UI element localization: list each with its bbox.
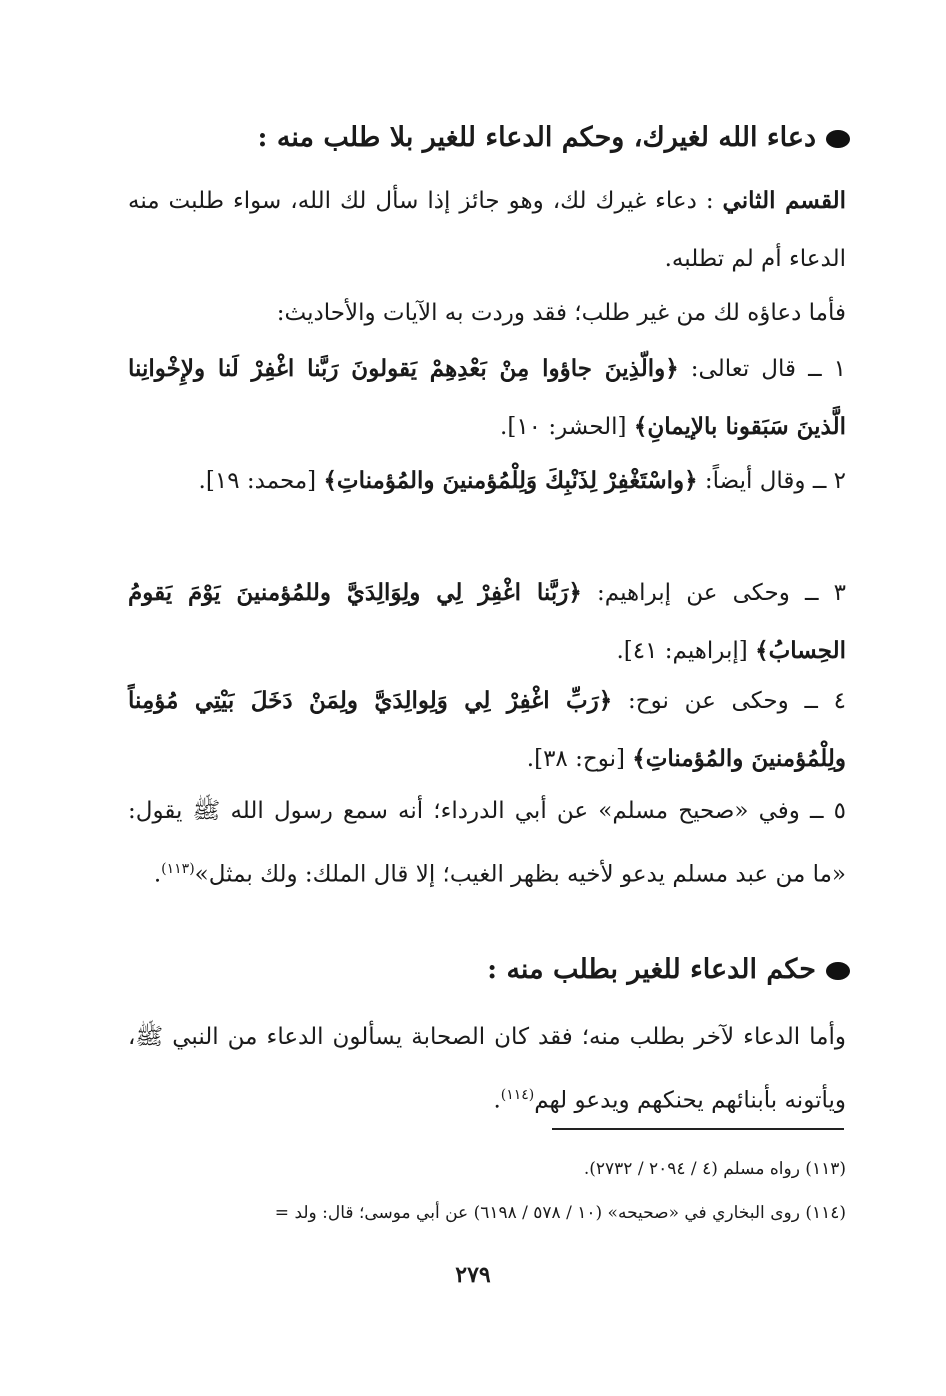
- list-item-5: [128, 782, 846, 904]
- footnote-ref-113: (١١٣): [161, 861, 195, 877]
- item-5-end: .: [153, 861, 162, 888]
- item-1-ref: [الحشر: ١٠].: [500, 414, 627, 440]
- item-3-lead: ٣ ــ وحكى عن إبراهيم:: [597, 580, 847, 606]
- section-heading-2: [96, 950, 850, 990]
- item-3-quote: ﴿رَبَّنا اغْفِرْ لِي ولِوَالِدَيَّ وللمُؤمنينَ يَوْمَ يَقومُ الحِسابُ﴾: [128, 579, 846, 664]
- paragraph-3-end: .: [493, 1087, 501, 1114]
- item-2-quote: ﴿واسْتَغْفِرْ لِذَنْبِكَ وَلِلْمُؤمنينَ والمُؤمناتِ﴾: [323, 467, 698, 494]
- item-2-ref: [محمد: ١٩].: [198, 468, 317, 494]
- bullet-icon: [826, 130, 850, 148]
- paragraph-second-section: [128, 172, 846, 288]
- paragraph-1-text: : دعاء غيرك لك، وهو جائز إذا سأل لك الله، سواء طلبت منه الدعاء أم لم تطلبه.: [128, 188, 846, 272]
- list-item-4: [128, 672, 846, 788]
- footnote-divider: [552, 1128, 844, 1130]
- term-bold: القسم الثاني: [722, 187, 846, 214]
- list-item-2: [128, 452, 846, 510]
- item-2-lead: ٢ ــ وقال أيضاً:: [704, 468, 846, 494]
- paragraph-2-text: فأما دعاؤه لك من غير طلب؛ فقد وردت به الآيات والأحاديث:: [276, 300, 846, 326]
- footnote-114: (١١٤) روى البخاري في «صحيحه» (١٠ / ٥٧٨ / ٦١٩٨) عن أبي موسى؛ قال: ولد =: [274, 1203, 846, 1223]
- item-4-lead: ٤ ــ وحكى عن نوح:: [627, 688, 847, 714]
- heading-1-text: دعاء الله لغيرك، وحكم الدعاء للغير بلا طلب منه :: [257, 122, 816, 153]
- paragraph-intro: [128, 284, 846, 342]
- paragraph-request: [128, 1008, 846, 1130]
- heading-2-text: حكم الدعاء للغير بطلب منه :: [487, 954, 816, 985]
- item-1-quote: ﴿والّذِينَ جاؤوا مِنْ بَعْدِهِمْ يَقولونَ رَبَّنا اغْفِرْ لَنا ولإِخْوانِنا الَّذينَ سَبَقونا بالإيمانِ﴾: [128, 355, 846, 440]
- paragraph-3-text: وأما الدعاء لآخر بطلب منه؛ فقد كان الصحابة يسألون الدعاء من النبي ﷺ، ويأتونه بأبنائهم يحنكهم ويدعو لهم: [128, 1024, 846, 1114]
- item-1-lead: ١ ــ قال تعالى:: [690, 356, 847, 382]
- footnote-ref-114: (١١٤): [500, 1087, 535, 1103]
- bullet-icon: [826, 962, 850, 980]
- item-5-text: ٥ ــ وفي «صحيح مسلم» عن أبي الدرداء؛ أنه سمع رسول الله ﷺ يقول: «ما من عبد مسلم يدعو لأخيه بظهر الغيب؛ إلا قال الملك: ولك بمثل»: [128, 798, 846, 888]
- page-number: ٢٧٩: [455, 1262, 491, 1288]
- item-3-ref: [إبراهيم: ٤١].: [616, 638, 748, 664]
- item-4-quote: ﴿رَبِّ اغْفِرْ لِي وَلِوالِدَيَّ ولِمَنْ دَخَلَ بَيْتِي مُؤمِناً ولِلْمُؤمنينَ والمُؤمناتِ﴾: [128, 687, 846, 772]
- section-heading-1: [96, 118, 850, 158]
- item-4-ref: [نوح: ٣٨].: [526, 746, 625, 772]
- list-item-3: [128, 564, 846, 680]
- footnote-113: (١١٣) رواه مسلم (٤ / ٢٠٩٤ / ٢٧٣٢).: [583, 1159, 846, 1179]
- list-item-1: [128, 340, 846, 456]
